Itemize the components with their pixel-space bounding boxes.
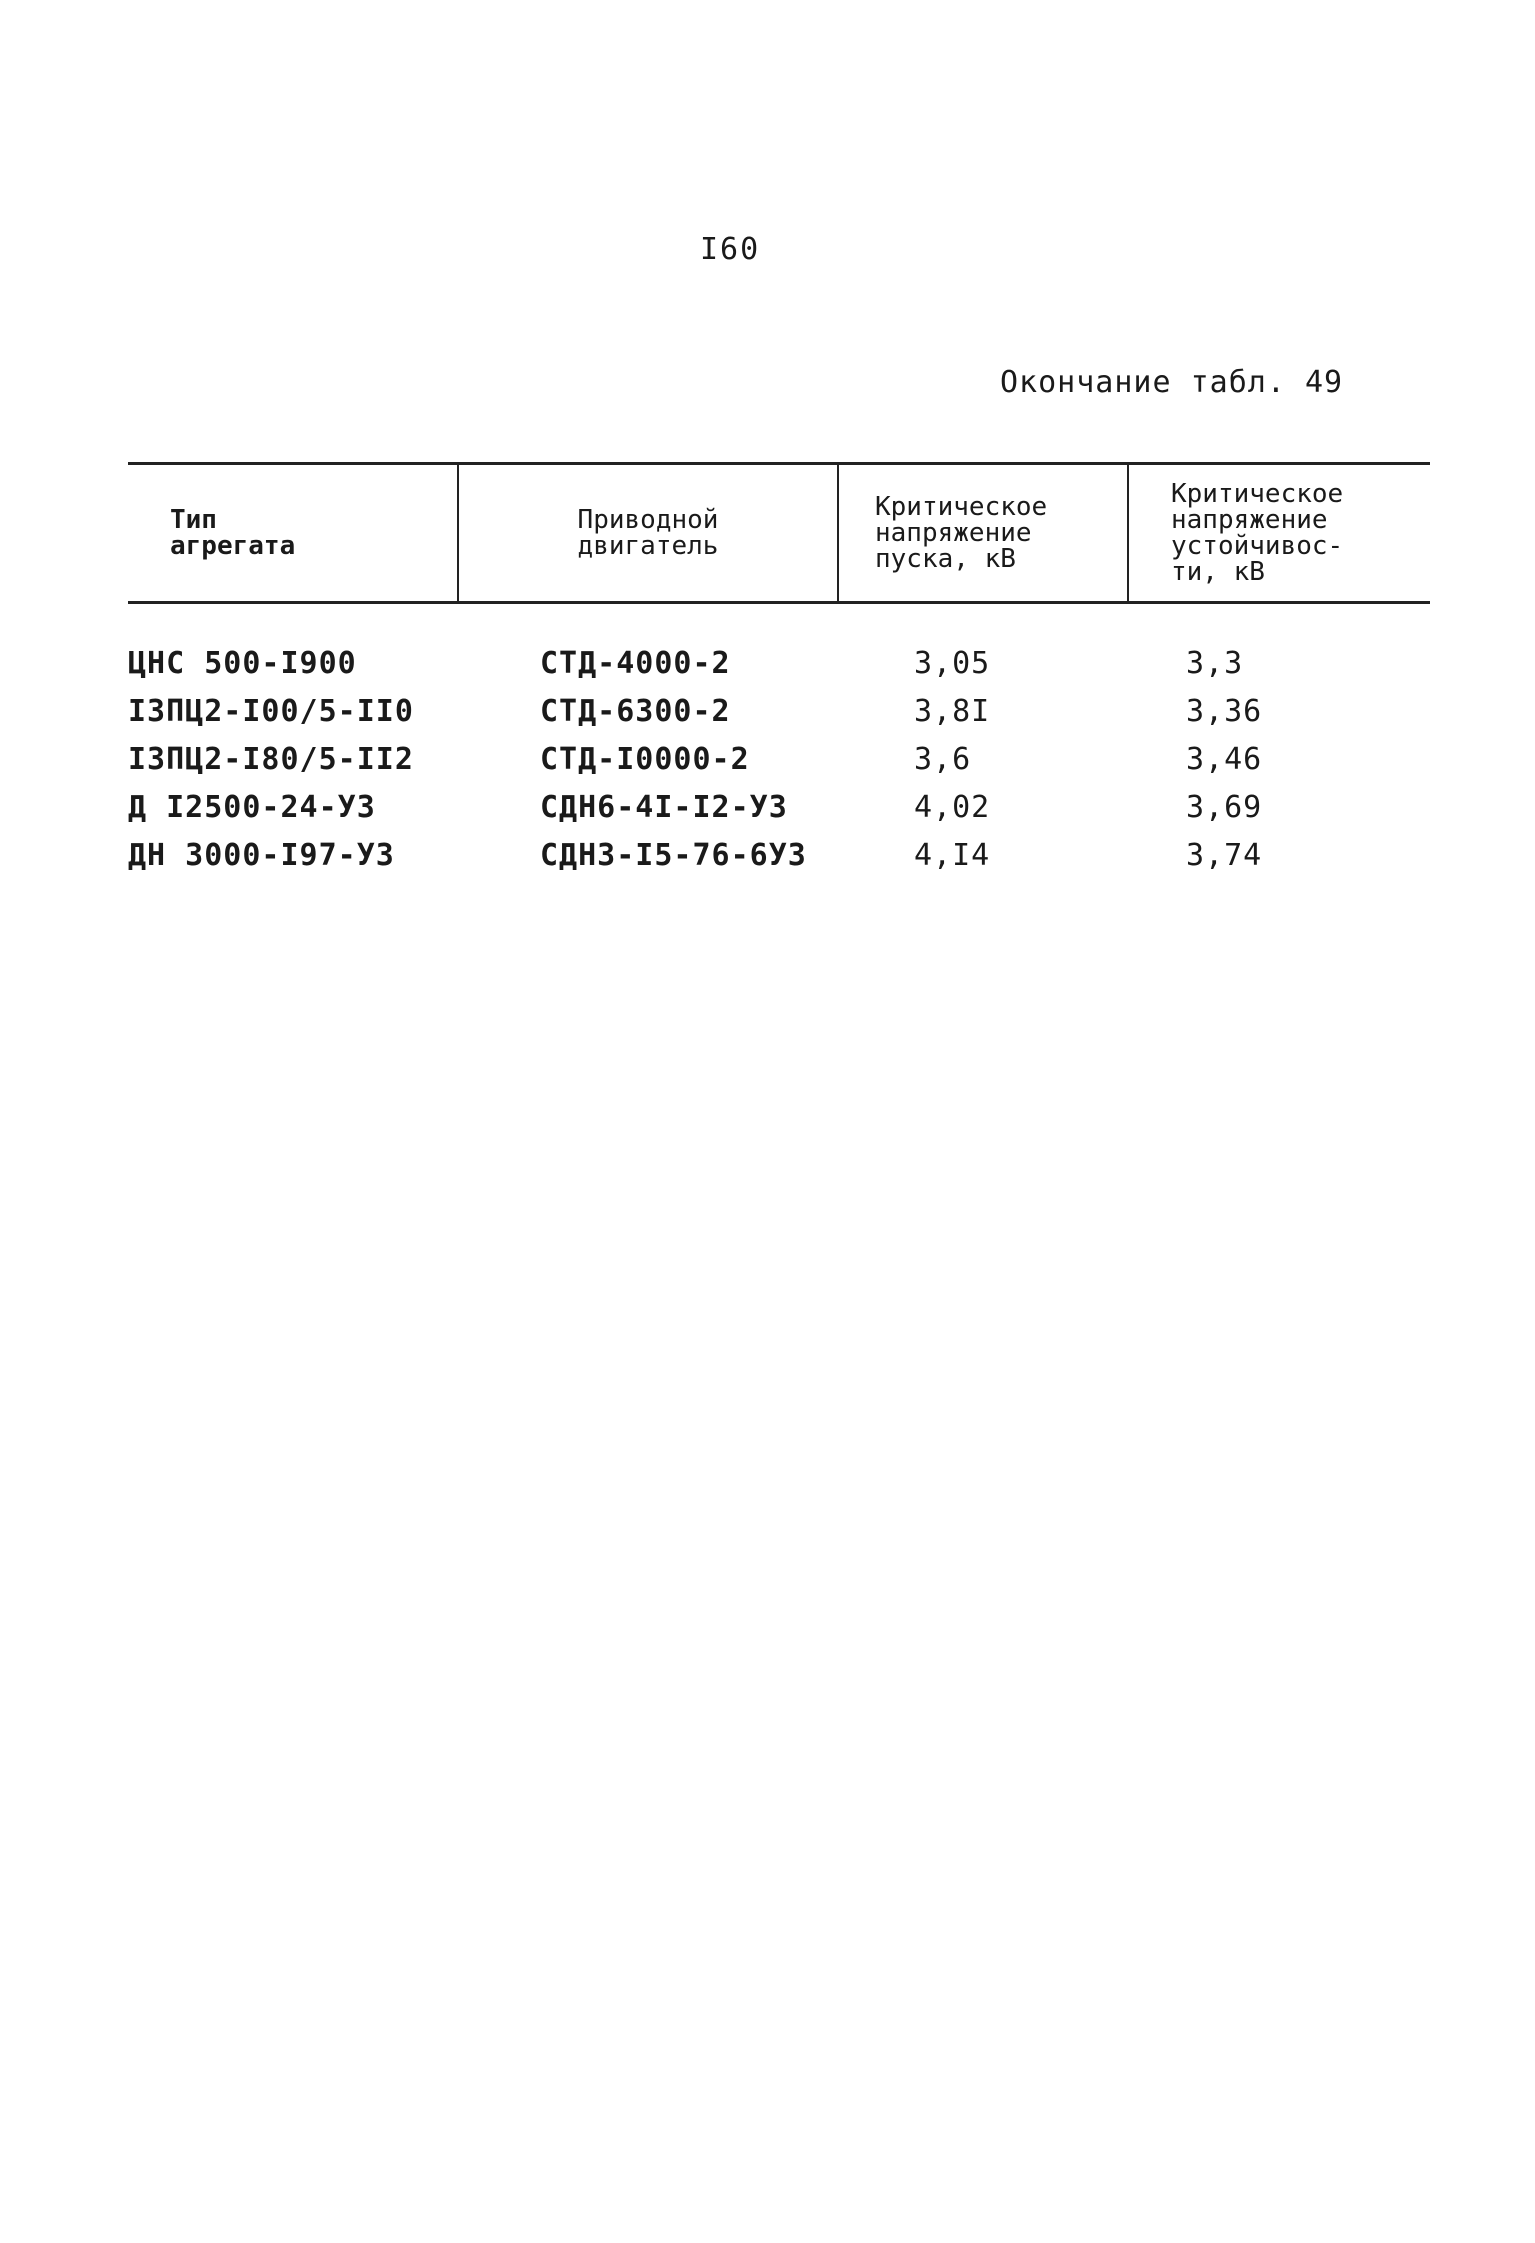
- cell-stability-voltage: 3,46: [1186, 742, 1263, 777]
- cell-stability-voltage: 3,36: [1186, 694, 1263, 729]
- cell-stability-voltage: 3,69: [1186, 790, 1263, 825]
- table-row: [128, 784, 1430, 832]
- cell-stability-voltage: 3,74: [1186, 838, 1263, 873]
- cell-drive-motor: СДН3-I5-76-6У3: [540, 838, 807, 873]
- table-header: [128, 464, 1430, 603]
- cell-unit-type: ДН 3000-I97-У3: [128, 838, 395, 873]
- cell-drive-motor: СТД-4000-2: [540, 646, 731, 681]
- table-body: [128, 603, 1430, 881]
- cell-unit-type: I3ПЦ2-I00/5-II0: [128, 694, 414, 729]
- cell-start-voltage: 4,I4: [914, 838, 991, 873]
- cell-start-voltage: 3,05: [914, 646, 991, 681]
- header-critical-start-voltage: Критическое напряжение пуска, кВ: [838, 464, 1128, 603]
- data-table: [128, 462, 1430, 880]
- cell-start-voltage: 3,6: [914, 742, 972, 777]
- cell-unit-type: I3ПЦ2-I80/5-II2: [128, 742, 414, 777]
- cell-drive-motor: СДН6-4I-I2-У3: [540, 790, 788, 825]
- header-critical-stability-voltage: Критическое напряжение устойчивос- ти, кВ: [1128, 464, 1430, 603]
- cell-start-voltage: 3,8I: [914, 694, 991, 729]
- cell-unit-type: Д I2500-24-У3: [128, 790, 376, 825]
- header-drive-motor: Приводной двигатель: [458, 464, 838, 603]
- cell-stability-voltage: 3,3: [1186, 646, 1244, 681]
- table-continuation-label: Окончание табл. 49: [1000, 365, 1344, 400]
- cell-unit-type: ЦНС 500-I900: [128, 646, 357, 681]
- header-unit-type: Тип агрегата: [128, 464, 458, 603]
- cell-start-voltage: 4,02: [914, 790, 991, 825]
- table-row: [128, 736, 1430, 784]
- table-row: [128, 688, 1430, 736]
- table-row: [128, 603, 1430, 689]
- cell-drive-motor: СТД-I0000-2: [540, 742, 750, 777]
- page-number: I60: [700, 232, 761, 267]
- table-row: [128, 832, 1430, 880]
- cell-drive-motor: СТД-6300-2: [540, 694, 731, 729]
